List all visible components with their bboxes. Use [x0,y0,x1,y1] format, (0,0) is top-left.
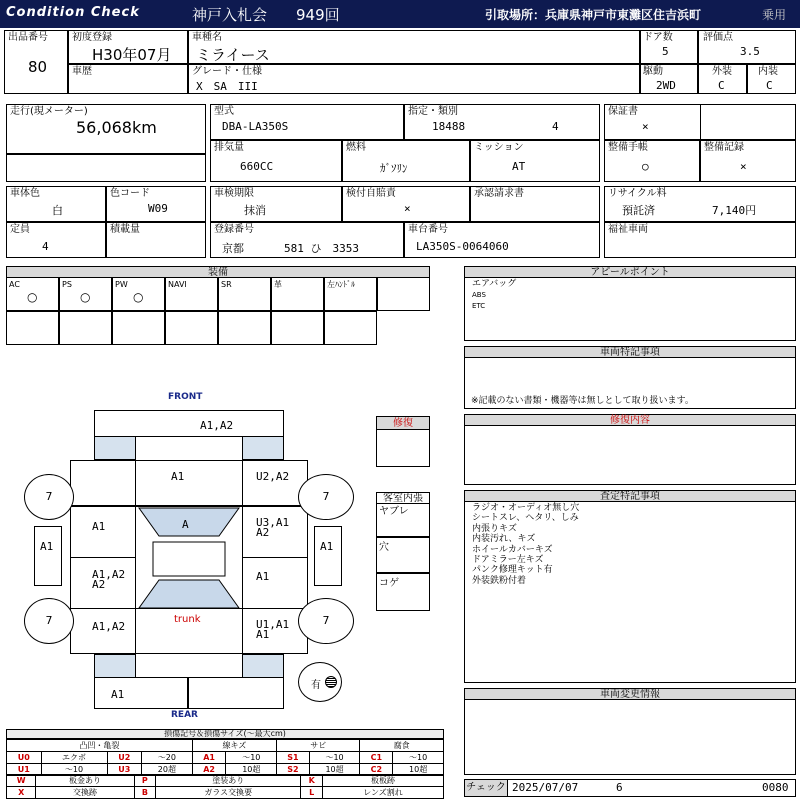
repair-content-box [464,425,796,485]
ext-label: 外装 [712,66,732,77]
rear-label: REAR [171,710,198,720]
panel-front-bumper [94,410,284,437]
legend-mark-cell: 板金あり [36,775,134,787]
assessment-line: 外装鉄粉付着 [472,575,527,586]
panel-door-rl-code: A1,A2 A2 [92,568,126,591]
auction-name: 神戸入札会 [192,6,268,24]
assessment-box [464,501,796,683]
equipment-label: 革 [274,280,282,289]
equipment-value: ○ [80,290,91,304]
appeal-line: ETC [472,302,486,310]
equipment-label: SR [221,280,232,289]
warranty-label: 保証書 [608,106,638,117]
maint-label: 整備手帳 [608,142,648,153]
check-label: チェック [464,779,508,797]
panel-door-fl-code: A1 [92,520,106,533]
interior-burn-label: コゲ [379,578,399,589]
score-label: 評価点 [703,32,733,43]
mileage-value: 56,068km [76,118,157,137]
ext-value: C [718,79,725,92]
spare-tire-label: 有 [311,680,321,691]
interior-tear-label: ヤブレ [379,506,409,517]
legend-table [6,739,444,776]
class-value-2: 4 [552,120,559,133]
check-number: 6 [616,781,623,794]
panel-quarter-rl-code: A1,A2 [92,620,126,633]
interior-hole-label: 穴 [379,542,389,553]
special-title: 車両特記事項 [464,346,796,358]
mission-value: AT [512,160,526,173]
panel-front-bumper-code: A1,A2 [200,419,234,432]
pickup-location: 引取場所：兵庫県神戸市東灘区住吉浜町 [485,8,702,22]
panel-side-r [314,526,342,586]
assessment-title: 査定特記事項 [464,490,796,502]
disp-label: 排気量 [214,142,244,153]
maint-value: ○ [642,160,649,173]
insurance-label: 検付自賠責 [346,188,396,199]
corner-fl [94,436,136,460]
assessment-line: 内張りキズ [472,523,517,534]
capacity-label: 定員 [10,224,30,235]
legend-cell: U0 [7,752,42,764]
changes-title: 車両変更情報 [464,688,796,700]
plate-label: 登録番号 [214,224,254,235]
assessment-line: 内装汚れ、キズ [472,534,536,545]
legend-marks [6,774,444,799]
legend-cell: A2 [192,764,226,776]
drive-label: 駆動 [643,66,663,77]
panel-rear-bumper [94,677,188,709]
interior-title: 客室内張 [376,492,430,504]
int-label: 内装 [758,66,778,77]
interior-hole [376,537,430,573]
insurance-value: × [404,202,411,215]
legend-mark-cell: X [7,787,36,799]
legend-cell: C1 [360,752,393,764]
legend-cell: A1 [192,752,226,764]
equipment-cell [165,277,218,311]
vehicle-category: 乗用 [762,8,787,22]
legend-mark-cell: K [301,775,322,787]
assessment-line: ホイールカバーキズ [472,544,553,555]
panel-roof-code: A [182,518,189,531]
auction-session: 949回 [296,6,340,24]
panel-fender-fr-code: U2,A2 [256,470,290,483]
disp-value: 660CC [240,160,274,173]
equipment-cell [6,277,59,311]
legend-cell: 〜20 [142,752,193,764]
model-value: DBA-LA350S [222,120,289,133]
interior-burn [376,573,430,611]
legend-cell: 〜10 [226,752,277,764]
legend-mark-cell: B [134,787,155,799]
legend-cell: S2 [277,764,310,776]
inspect-label: 車検期限 [214,188,254,199]
panel-door-rr-code: A1 [256,570,270,583]
panel-rear-bumper-code: A1 [111,688,125,701]
code-value: W09 [148,202,168,215]
equipment-label: PW [115,280,128,289]
legend-mark-cell: L [301,787,322,799]
cabin-outline [135,506,243,610]
repair-box [376,429,430,467]
corner-rl [94,654,136,678]
form-title: Condition Check [6,5,140,20]
equipment-value: ○ [133,290,144,304]
color-value: 白 [52,204,63,217]
capacity-value: 4 [42,240,49,253]
legend-cell: U1 [7,764,42,776]
grade-value: X SA III [196,80,258,93]
fuel-label: 燃料 [346,142,366,153]
check-date: 2025/07/07 [512,781,579,794]
plate-number: 581 ひ 3353 [284,242,359,255]
welfare-label: 福祉車両 [608,224,648,235]
equipment-cell-blank [112,311,165,345]
legend-group: 腐食 [360,740,444,752]
inspect-value: 抹消 [244,204,266,217]
approval-label: 承認請求書 [474,188,524,199]
warranty-extra [700,104,796,140]
special-box [464,357,796,409]
legend-mark-cell: 塗装あり [155,775,300,787]
wheel-rr: 7 [298,598,354,644]
panel-hood-code: A1 [171,470,185,483]
name-label: 車種名 [192,32,222,43]
equipment-cell [218,277,271,311]
equipment-cell-blank [6,311,59,345]
warranty-value: × [642,120,649,133]
class-value-1: 18488 [432,120,466,133]
spare-tire-icon [325,676,337,688]
equipment-label: AC [9,280,20,289]
legend-cell: 10超 [393,764,444,776]
legend-cell: 〜10 [393,752,444,764]
legend-cell: U2 [107,752,142,764]
trunk-label: trunk [174,614,201,625]
doors-value: 5 [662,45,669,58]
appeal-line: エアバッグ [472,279,517,289]
model-label: 型式 [214,106,234,117]
check-code: 0080 [762,781,789,794]
appeal-title: アピールポイント [464,266,796,278]
wheel-fl: 7 [24,474,74,520]
wheel-fr: 7 [298,474,354,520]
equipment-cell [59,277,112,311]
wheel-rl: 7 [24,598,74,644]
history-label: 車歴 [72,66,92,77]
fuel-value: ｶﾞｿﾘﾝ [380,162,408,175]
equipment-label: NAVI [168,280,187,289]
panel-rear-bumper-r [188,677,284,709]
legend-title: 損傷記号＆損傷サイズ(〜最大cm) [6,729,444,739]
chassis-value: LA350S-0064060 [416,240,509,253]
equipment-cell-blank [165,311,218,345]
mileage-label: 走行(現メーター) [10,106,88,117]
header-bar [0,0,800,28]
legend-cell: S1 [277,752,310,764]
mission-label: ミッション [474,142,524,153]
legend-mark-cell: レンズ割れ [322,787,443,799]
legend-cell: 20超 [142,764,193,776]
equipment-cell-blank [218,311,271,345]
record-value: × [740,160,747,173]
panel-door-rr [242,557,308,609]
legend-mark-cell: W [7,775,36,787]
recycle-label: リサイクル料 [608,188,667,199]
assessment-line: パンク修理キット有 [472,565,553,576]
equipment-label: PS [62,280,72,289]
equipment-cell-blank [271,311,324,345]
panel-side-l-code: A1 [40,540,54,553]
legend-cell: 〜10 [309,752,360,764]
repair-content-title: 修復内容 [464,414,796,426]
assessment-line: シートスレ、ヘタリ、しみ [472,513,579,524]
legend-cell: 10超 [226,764,277,776]
reg-label: 初度登録 [72,32,112,43]
legend-group: サビ [277,740,360,752]
equipment-cell-blank [59,311,112,345]
spare-tire [298,662,342,702]
assessment-line: ラジオ・オーディオ無し穴 [472,503,580,513]
legend-mark-cell: P [134,775,155,787]
legend-cell: C2 [360,764,393,776]
equipment-cell [112,277,165,311]
legend-cell: 〜10 [41,764,107,776]
appeal-box [464,277,796,341]
int-value: C [766,79,773,92]
legend-mark-cell: ガラス交換要 [155,787,300,799]
equipment-grid [6,277,430,345]
drive-value: 2WD [656,79,676,92]
panel-quarter-rr-code: U1,A1 A1 [256,618,290,641]
panel-side-l [34,526,62,586]
recycle-amount: 7,140円 [712,204,757,217]
score-value: 3.5 [740,45,760,58]
panel-door-fr-code: U3,A1 A2 [256,516,290,539]
equipment-title: 装備 [6,266,430,278]
interior-tear [376,503,430,537]
repair-title: 修復 [376,416,430,430]
record-label: 整備記録 [704,142,744,153]
class-label: 指定・類別 [408,106,458,117]
panel-hood [135,460,243,506]
corner-rr [242,654,284,678]
grade-label: グレード・仕様 [192,66,262,77]
equipment-cell [324,277,377,311]
first-registration: H30年07月 [92,46,172,64]
changes-box [464,699,796,775]
corner-fr [242,436,284,460]
plate-region: 京都 [222,242,244,255]
code-label: 色コード [110,188,150,199]
appeal-line: ABS [472,291,486,299]
lot-label: 出品番号 [8,32,48,43]
load-label: 積載量 [110,224,140,235]
doors-label: ドア数 [643,32,673,43]
front-label: FRONT [168,392,203,402]
color-label: 車体色 [10,188,40,199]
mileage-extra-box [6,154,206,182]
legend-mark-cell: 交換跡 [36,787,134,799]
assessment-line: ドアミラー左キズ [472,555,544,566]
equipment-cell-blank [324,311,377,345]
equipment-cell [271,277,324,311]
legend-cell: エクボ [41,752,107,764]
legend-mark-cell: 板板跡 [322,775,443,787]
equipment-cell [377,277,430,311]
recycle-status: 預託済 [622,204,655,217]
legend-cell: U3 [107,764,142,776]
equipment-value: ○ [27,290,38,304]
equipment-label: 左ﾊﾝﾄﾞﾙ [327,280,355,289]
legend-group: 凸凹・亀裂 [7,740,193,752]
vehicle-name: ミライース [196,46,270,64]
legend-group: 線キズ [192,740,276,752]
lot-number: 80 [28,58,48,76]
chassis-label: 車台番号 [408,224,448,235]
special-note: ※記載のない書類・機器等は無しとして取り扱います。 [471,396,694,406]
legend-cell: 10超 [309,764,360,776]
panel-fender-fl [70,460,136,506]
panel-side-r-code: A1 [320,540,334,553]
